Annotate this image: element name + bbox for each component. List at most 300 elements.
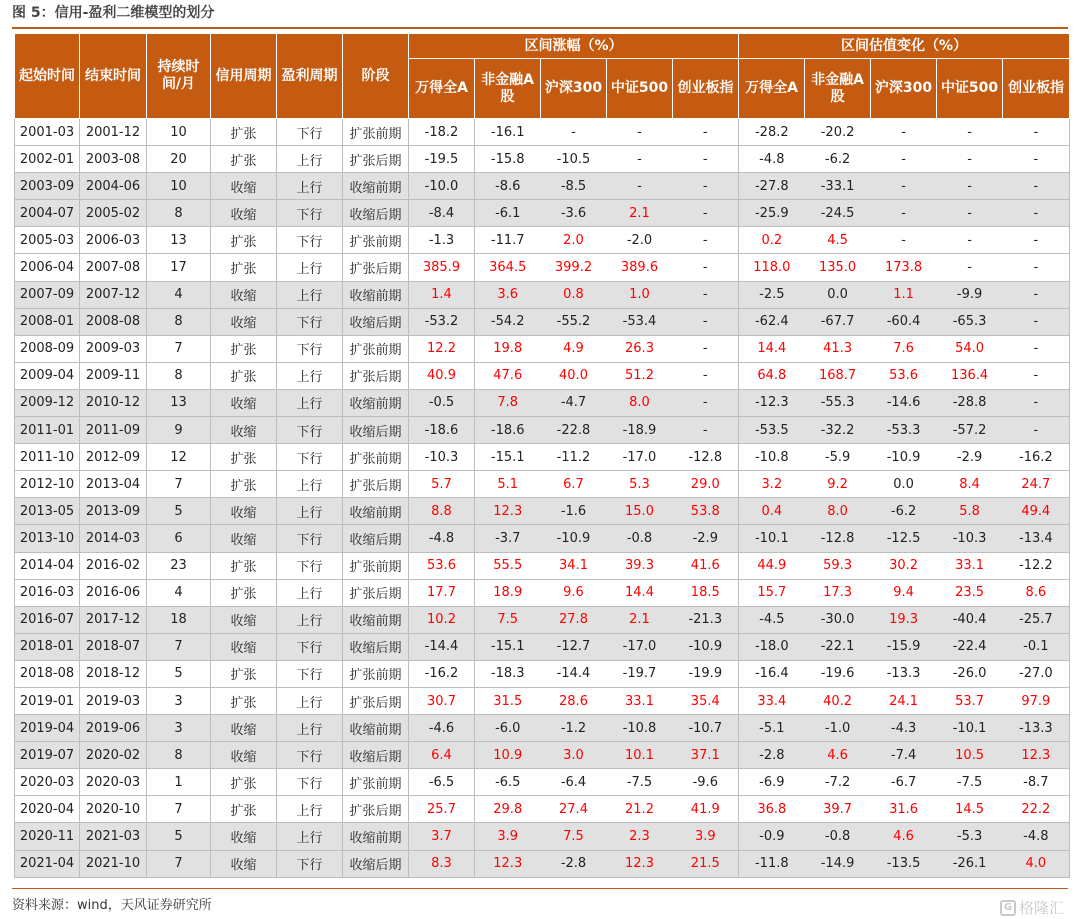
table-cell: 8 (147, 362, 211, 389)
table-cell: 364.5 (475, 254, 541, 281)
table-cell: 收缩前期 (343, 606, 409, 633)
table-cell: 23 (147, 552, 211, 579)
table-cell: 收缩前期 (343, 498, 409, 525)
table-cell: 2.3 (607, 823, 673, 850)
table-cell: 收缩 (211, 200, 277, 227)
table-cell: 下行 (277, 525, 343, 552)
table-cell: - (673, 417, 739, 444)
table-cell: 10.9 (475, 742, 541, 769)
table-cell: -15.1 (475, 633, 541, 660)
table-cell: -14.6 (871, 389, 937, 416)
table-cell: 收缩 (211, 498, 277, 525)
table-cell: 21.2 (607, 796, 673, 823)
table-cell: -8.6 (475, 173, 541, 200)
table-cell: -18.2 (409, 119, 475, 146)
table-cell: 39.3 (607, 552, 673, 579)
header-stage: 阶段 (343, 34, 409, 119)
table-cell: 14.5 (937, 796, 1003, 823)
table-cell: 7.5 (475, 606, 541, 633)
table-cell: 收缩 (211, 525, 277, 552)
table-cell: 扩张前期 (343, 444, 409, 471)
table-cell: -22.1 (805, 633, 871, 660)
table-cell: 2011-10 (15, 444, 80, 471)
table-cell: 收缩 (211, 715, 277, 742)
table-cell: 10.1 (607, 742, 673, 769)
table-cell: 4 (147, 579, 211, 606)
table-cell: -9.6 (673, 769, 739, 796)
table-cell: 下行 (277, 850, 343, 877)
watermark (1000, 897, 1064, 918)
table-cell: - (1003, 335, 1070, 362)
table-cell: 2.1 (607, 606, 673, 633)
table-cell: -10.5 (541, 146, 607, 173)
table-cell: -1.3 (409, 227, 475, 254)
table-cell: -10.7 (673, 715, 739, 742)
subheader-1: 非金融A股 (475, 59, 541, 119)
table-cell: 上行 (277, 173, 343, 200)
table-row (15, 173, 1070, 200)
table-cell: -13.5 (871, 850, 937, 877)
table-cell: 14.4 (739, 335, 805, 362)
table-cell: 8.0 (607, 389, 673, 416)
subheader-0: 万得全A (409, 59, 475, 119)
table-cell: 29.0 (673, 471, 739, 498)
table-cell: - (607, 146, 673, 173)
table-cell: 2020-03 (80, 769, 147, 796)
table-cell: 2003-08 (80, 146, 147, 173)
table-cell: 0.2 (739, 227, 805, 254)
table-cell: 4.9 (541, 335, 607, 362)
table-cell: 7 (147, 335, 211, 362)
table-cell: 7 (147, 796, 211, 823)
table-cell: -17.0 (607, 444, 673, 471)
table-cell: 13 (147, 389, 211, 416)
table-cell: - (871, 173, 937, 200)
table-cell: -18.6 (475, 417, 541, 444)
table-cell: -40.4 (937, 606, 1003, 633)
table-cell: 22.2 (1003, 796, 1070, 823)
table-cell: 3.6 (475, 281, 541, 308)
table-cell: 40.9 (409, 362, 475, 389)
table-cell: -2.9 (673, 525, 739, 552)
table-cell: 扩张前期 (343, 227, 409, 254)
table-cell: - (673, 200, 739, 227)
table-cell: 2010-12 (80, 389, 147, 416)
table-cell: 2012-10 (15, 471, 80, 498)
figure-title: 图 5：信用-盈利二维模型的划分 (12, 5, 215, 21)
table-cell: 扩张前期 (343, 660, 409, 687)
table-cell: -10.8 (739, 444, 805, 471)
table-cell: 扩张 (211, 687, 277, 714)
table-row (15, 471, 1070, 498)
table-cell: 下行 (277, 552, 343, 579)
table-cell: 31.6 (871, 796, 937, 823)
table-cell: - (673, 335, 739, 362)
cycle-table-container (14, 33, 1064, 878)
table-cell: 上行 (277, 498, 343, 525)
table-cell: 上行 (277, 823, 343, 850)
table-cell: -4.3 (871, 715, 937, 742)
table-cell: -1.0 (805, 715, 871, 742)
table-cell: 2007-08 (80, 254, 147, 281)
table-cell: 上行 (277, 281, 343, 308)
table-cell: -12.5 (871, 525, 937, 552)
table-cell: -54.2 (475, 308, 541, 335)
table-cell: 7.6 (871, 335, 937, 362)
table-cell: - (673, 227, 739, 254)
table-cell: 2019-03 (80, 687, 147, 714)
table-cell: -2.5 (739, 281, 805, 308)
table-cell: -4.8 (739, 146, 805, 173)
table-cell: 上行 (277, 687, 343, 714)
table-row (15, 200, 1070, 227)
table-row (15, 823, 1070, 850)
table-cell: -6.4 (541, 769, 607, 796)
table-cell: 下行 (277, 633, 343, 660)
table-cell: 9.6 (541, 579, 607, 606)
table-cell: -26.0 (937, 660, 1003, 687)
table-cell: -53.5 (739, 417, 805, 444)
table-cell: -19.7 (607, 660, 673, 687)
table-cell: 30.7 (409, 687, 475, 714)
table-row (15, 796, 1070, 823)
table-cell: 2003-09 (15, 173, 80, 200)
table-cell: 扩张 (211, 579, 277, 606)
table-cell: 上行 (277, 254, 343, 281)
table-cell: 3 (147, 715, 211, 742)
table-cell: - (937, 200, 1003, 227)
table-cell: -25.9 (739, 200, 805, 227)
table-cell: -19.6 (805, 660, 871, 687)
table-cell: -5.1 (739, 715, 805, 742)
table-row (15, 146, 1070, 173)
table-cell: 上行 (277, 146, 343, 173)
table-cell: 3.2 (739, 471, 805, 498)
table-cell: -6.2 (871, 498, 937, 525)
table-cell: 6.7 (541, 471, 607, 498)
table-cell: 53.8 (673, 498, 739, 525)
table-cell: - (607, 119, 673, 146)
table-cell: 收缩 (211, 417, 277, 444)
table-cell: -1.6 (541, 498, 607, 525)
table-cell: 收缩 (211, 173, 277, 200)
table-cell: 2009-03 (80, 335, 147, 362)
table-cell: -16.2 (409, 660, 475, 687)
table-cell: -15.9 (871, 633, 937, 660)
table-cell: -6.0 (475, 715, 541, 742)
table-cell: 25.7 (409, 796, 475, 823)
table-cell: 下行 (277, 119, 343, 146)
table-cell: 3 (147, 687, 211, 714)
table-cell: 33.4 (739, 687, 805, 714)
table-cell: - (937, 173, 1003, 200)
table-cell: -8.4 (409, 200, 475, 227)
table-row (15, 769, 1070, 796)
table-cell: 0.0 (871, 471, 937, 498)
table-row (15, 308, 1070, 335)
table-cell: 下行 (277, 444, 343, 471)
table-cell: 40.2 (805, 687, 871, 714)
table-cell: -10.1 (739, 525, 805, 552)
table-cell: -18.6 (409, 417, 475, 444)
table-cell: 17.3 (805, 579, 871, 606)
table-cell: -14.9 (805, 850, 871, 877)
table-cell: -6.5 (475, 769, 541, 796)
table-cell: -55.2 (541, 308, 607, 335)
table-cell: 收缩 (211, 823, 277, 850)
table-cell: 41.6 (673, 552, 739, 579)
table-cell: 扩张 (211, 796, 277, 823)
table-cell: 18.9 (475, 579, 541, 606)
table-cell: -2.0 (607, 227, 673, 254)
table-cell: -13.4 (1003, 525, 1070, 552)
table-cell: - (1003, 254, 1070, 281)
table-cell: 2020-10 (80, 796, 147, 823)
table-cell: -13.3 (1003, 715, 1070, 742)
table-cell: 54.0 (937, 335, 1003, 362)
table-cell: 2020-11 (15, 823, 80, 850)
table-row (15, 579, 1070, 606)
table-cell: 15.0 (607, 498, 673, 525)
table-cell: -12.8 (805, 525, 871, 552)
table-cell: 扩张前期 (343, 119, 409, 146)
table-cell: 13 (147, 227, 211, 254)
table-cell: 2018-01 (15, 633, 80, 660)
table-cell: 37.1 (673, 742, 739, 769)
table-row (15, 606, 1070, 633)
table-row (15, 281, 1070, 308)
table-cell: -32.2 (805, 417, 871, 444)
table-cell: 收缩后期 (343, 742, 409, 769)
table-cell: -7.5 (937, 769, 1003, 796)
table-cell: 收缩 (211, 606, 277, 633)
table-cell: 收缩前期 (343, 715, 409, 742)
table-cell: 2009-04 (15, 362, 80, 389)
table-cell: 2009-11 (80, 362, 147, 389)
table-cell: 上行 (277, 471, 343, 498)
table-cell: -6.5 (409, 769, 475, 796)
table-cell: 5.3 (607, 471, 673, 498)
table-cell: -24.5 (805, 200, 871, 227)
table-cell: 下行 (277, 660, 343, 687)
table-cell: 17 (147, 254, 211, 281)
table-cell: -19.5 (409, 146, 475, 173)
table-cell: - (1003, 281, 1070, 308)
table-cell: 31.5 (475, 687, 541, 714)
table-row (15, 687, 1070, 714)
table-row (15, 389, 1070, 416)
table-cell: 2019-06 (80, 715, 147, 742)
table-cell: 收缩后期 (343, 850, 409, 877)
table-row (15, 633, 1070, 660)
table-cell: -15.1 (475, 444, 541, 471)
table-cell: 10.5 (937, 742, 1003, 769)
table-cell: 4.5 (805, 227, 871, 254)
table-cell: 2009-12 (15, 389, 80, 416)
table-cell: 2008-01 (15, 308, 80, 335)
table-row (15, 715, 1070, 742)
table-cell: 14.4 (607, 579, 673, 606)
table-cell: 2006-03 (80, 227, 147, 254)
table-cell: 1.0 (607, 281, 673, 308)
table-cell: 6 (147, 525, 211, 552)
table-cell: - (607, 173, 673, 200)
table-cell: 12.3 (475, 850, 541, 877)
watermark-text: 格隆汇 (1018, 899, 1064, 917)
table-cell: 47.6 (475, 362, 541, 389)
table-cell: -11.7 (475, 227, 541, 254)
table-cell: - (1003, 146, 1070, 173)
table-cell: 3.9 (475, 823, 541, 850)
subheader-9: 创业板指 (1003, 59, 1070, 119)
table-cell: -10.9 (871, 444, 937, 471)
table-cell: 收缩 (211, 633, 277, 660)
table-cell: -4.8 (409, 525, 475, 552)
table-cell: 2016-07 (15, 606, 80, 633)
table-cell: 51.2 (607, 362, 673, 389)
bottom-divider (12, 888, 1068, 889)
table-cell: 5.7 (409, 471, 475, 498)
table-cell: 4.0 (1003, 850, 1070, 877)
table-cell: 2018-12 (80, 660, 147, 687)
table-cell: 3.9 (673, 823, 739, 850)
table-cell: 44.9 (739, 552, 805, 579)
table-cell: 168.7 (805, 362, 871, 389)
table-cell: 28.6 (541, 687, 607, 714)
table-cell: -16.1 (475, 119, 541, 146)
table-cell: -4.5 (739, 606, 805, 633)
table-cell: 8 (147, 308, 211, 335)
table-cell: -4.7 (541, 389, 607, 416)
table-cell: 173.8 (871, 254, 937, 281)
table-cell: -3.6 (541, 200, 607, 227)
table-cell: -10.1 (937, 715, 1003, 742)
table-cell: -28.8 (937, 389, 1003, 416)
table-cell: 15.7 (739, 579, 805, 606)
table-cell: 2018-07 (80, 633, 147, 660)
table-cell: 扩张后期 (343, 362, 409, 389)
table-cell: 2020-02 (80, 742, 147, 769)
table-cell: 53.6 (871, 362, 937, 389)
table-cell: -10.0 (409, 173, 475, 200)
table-cell: 27.4 (541, 796, 607, 823)
table-cell: 5.8 (937, 498, 1003, 525)
table-cell: -16.2 (1003, 444, 1070, 471)
table-cell: 8.0 (805, 498, 871, 525)
table-cell: 7.8 (475, 389, 541, 416)
table-cell: -2.9 (937, 444, 1003, 471)
table-cell: -67.7 (805, 308, 871, 335)
table-cell: -33.1 (805, 173, 871, 200)
subheader-2: 沪深300 (541, 59, 607, 119)
table-cell: 2002-01 (15, 146, 80, 173)
table-cell: 2006-04 (15, 254, 80, 281)
table-cell: 扩张后期 (343, 254, 409, 281)
table-cell: 136.4 (937, 362, 1003, 389)
table-cell: - (937, 146, 1003, 173)
table-cell: 扩张后期 (343, 796, 409, 823)
table-cell: -0.8 (607, 525, 673, 552)
table-cell: 扩张 (211, 444, 277, 471)
table-cell: 扩张后期 (343, 471, 409, 498)
watermark-logo-icon: G (1000, 900, 1016, 916)
table-cell: 10 (147, 173, 211, 200)
table-cell: -2.8 (739, 742, 805, 769)
table-cell: -6.1 (475, 200, 541, 227)
table-cell: 收缩 (211, 281, 277, 308)
table-cell: 40.0 (541, 362, 607, 389)
table-cell: - (1003, 308, 1070, 335)
table-cell: 收缩前期 (343, 389, 409, 416)
table-cell: - (673, 173, 739, 200)
table-cell: 12.3 (607, 850, 673, 877)
table-cell: -15.8 (475, 146, 541, 173)
table-cell: 2014-03 (80, 525, 147, 552)
table-cell: 0.8 (541, 281, 607, 308)
table-cell: - (871, 200, 937, 227)
table-cell: -8.7 (1003, 769, 1070, 796)
table-cell: 2001-03 (15, 119, 80, 146)
table-cell: 收缩 (211, 742, 277, 769)
table-cell: - (673, 254, 739, 281)
subheader-7: 沪深300 (871, 59, 937, 119)
table-cell: 59.3 (805, 552, 871, 579)
table-cell: 5 (147, 660, 211, 687)
table-cell: - (937, 227, 1003, 254)
table-cell: - (673, 146, 739, 173)
table-cell: 19.8 (475, 335, 541, 362)
table-cell: -6.2 (805, 146, 871, 173)
table-row (15, 254, 1070, 281)
table-cell: 18.5 (673, 579, 739, 606)
table-cell: 7 (147, 850, 211, 877)
table-cell: -65.3 (937, 308, 1003, 335)
title-divider (12, 27, 1068, 29)
table-cell: -19.9 (673, 660, 739, 687)
table-cell: 2004-06 (80, 173, 147, 200)
table-cell: -12.8 (673, 444, 739, 471)
table-cell: 收缩后期 (343, 633, 409, 660)
table-cell: -0.5 (409, 389, 475, 416)
table-cell: 扩张 (211, 471, 277, 498)
table-cell: 33.1 (607, 687, 673, 714)
table-cell: 5 (147, 823, 211, 850)
table-cell: 2013-10 (15, 525, 80, 552)
header-group-valuation: 区间估值变化（%） (739, 34, 1070, 59)
table-cell: 2014-04 (15, 552, 80, 579)
table-cell: 2020-04 (15, 796, 80, 823)
subheader-3: 中证500 (607, 59, 673, 119)
table-row (15, 417, 1070, 444)
table-cell: -57.2 (937, 417, 1003, 444)
table-cell: 扩张前期 (343, 769, 409, 796)
header-start-time: 起始时间 (15, 34, 80, 119)
table-cell: 12.2 (409, 335, 475, 362)
table-cell: 8.8 (409, 498, 475, 525)
table-cell: 扩张 (211, 227, 277, 254)
table-cell: 20 (147, 146, 211, 173)
table-cell: -60.4 (871, 308, 937, 335)
table-cell: 19.3 (871, 606, 937, 633)
table-row (15, 552, 1070, 579)
table-cell: -12.3 (739, 389, 805, 416)
header-duration: 持续时间/月 (147, 34, 211, 119)
table-row (15, 227, 1070, 254)
table-cell: 4 (147, 281, 211, 308)
table-cell: 2007-12 (80, 281, 147, 308)
table-cell: -27.0 (1003, 660, 1070, 687)
table-cell: 41.3 (805, 335, 871, 362)
